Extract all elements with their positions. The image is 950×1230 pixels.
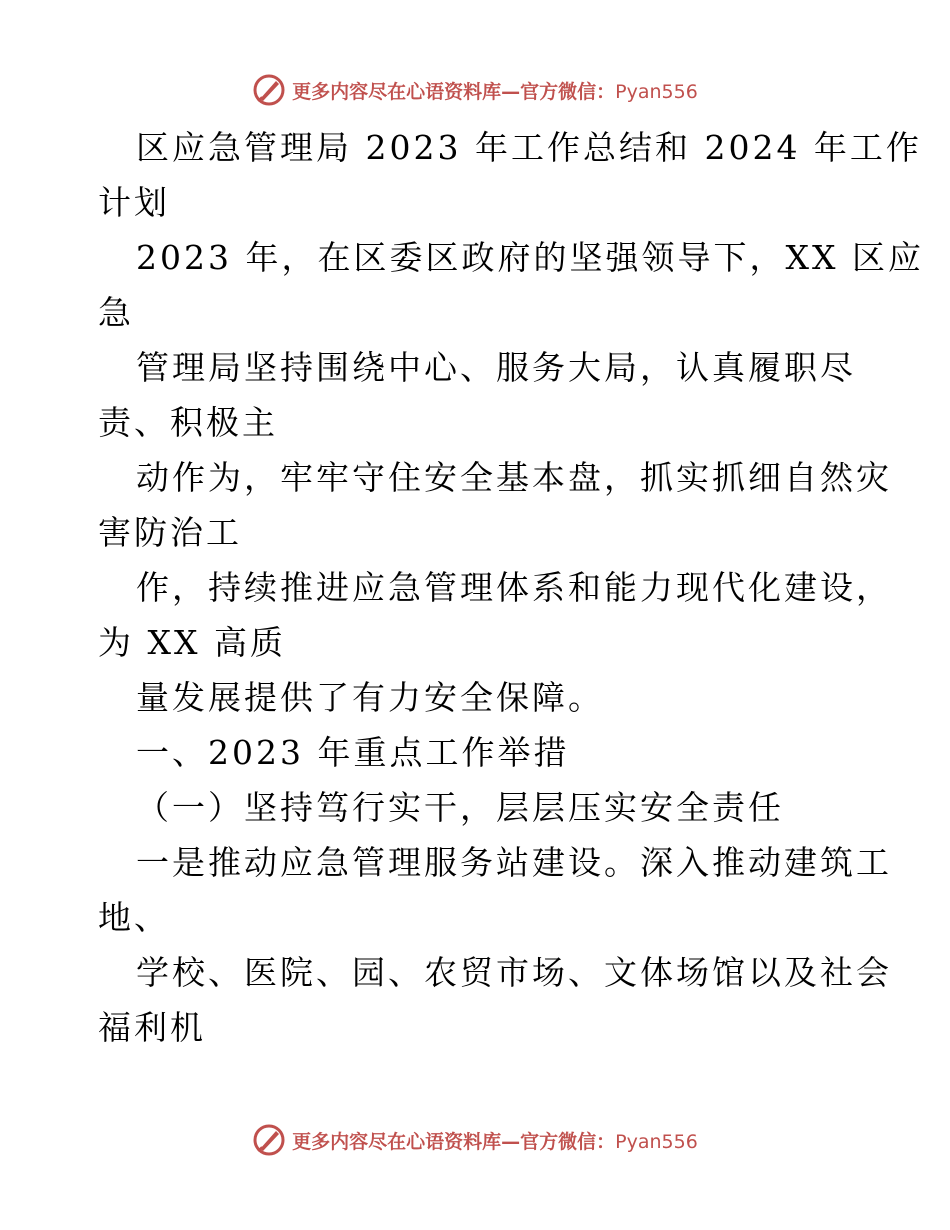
paragraph-line: 学校、医院、园、农贸市场、文体场馆以及社会 — [136, 953, 892, 992]
quill-logo-icon — [252, 73, 286, 107]
document-title-line-1: 区应急管理局 2023 年工作总结和 2024 年工作 — [136, 128, 922, 167]
document-title-line-2: 计划 — [98, 183, 170, 222]
paragraph-line: 害防治工 — [98, 513, 242, 552]
header-watermark — [0, 70, 950, 110]
document-body — [98, 120, 924, 1055]
paragraph-line: 管理局坚持围绕中心、服务大局，认真履职尽 — [136, 348, 856, 387]
paragraph-line: 作，持续推进应急管理体系和能力现代化建设， — [136, 568, 892, 607]
quill-logo-icon — [252, 1123, 286, 1157]
paragraph-line: 急 — [98, 293, 134, 332]
paragraph-line: 一是推动应急管理服务站建设。深入推动建筑工 — [136, 843, 892, 882]
paragraph-line: 地、 — [98, 898, 170, 937]
paragraph-line: 动作为，牢牢守住安全基本盘，抓实抓细自然灾 — [136, 458, 892, 497]
paragraph-line: 2023 年，在区委区政府的坚强领导下，XX 区应 — [136, 238, 924, 277]
paragraph-line: 责、积极主 — [98, 403, 278, 442]
watermark-text: 更多内容尽在心语资料库—官方微信：Pyan556 — [292, 80, 698, 103]
subsection-heading: （一）坚持笃行实干，层层压实安全责任 — [136, 788, 784, 827]
footer-watermark — [0, 1120, 950, 1160]
watermark-text: 更多内容尽在心语资料库—官方微信：Pyan556 — [292, 1130, 698, 1153]
paragraph-line: 为 XX 高质 — [98, 623, 286, 662]
paragraph-line: 福利机 — [98, 1008, 206, 1047]
paragraph-line: 量发展提供了有力安全保障。 — [136, 678, 604, 717]
section-heading: 一、2023 年重点工作举措 — [136, 733, 570, 772]
